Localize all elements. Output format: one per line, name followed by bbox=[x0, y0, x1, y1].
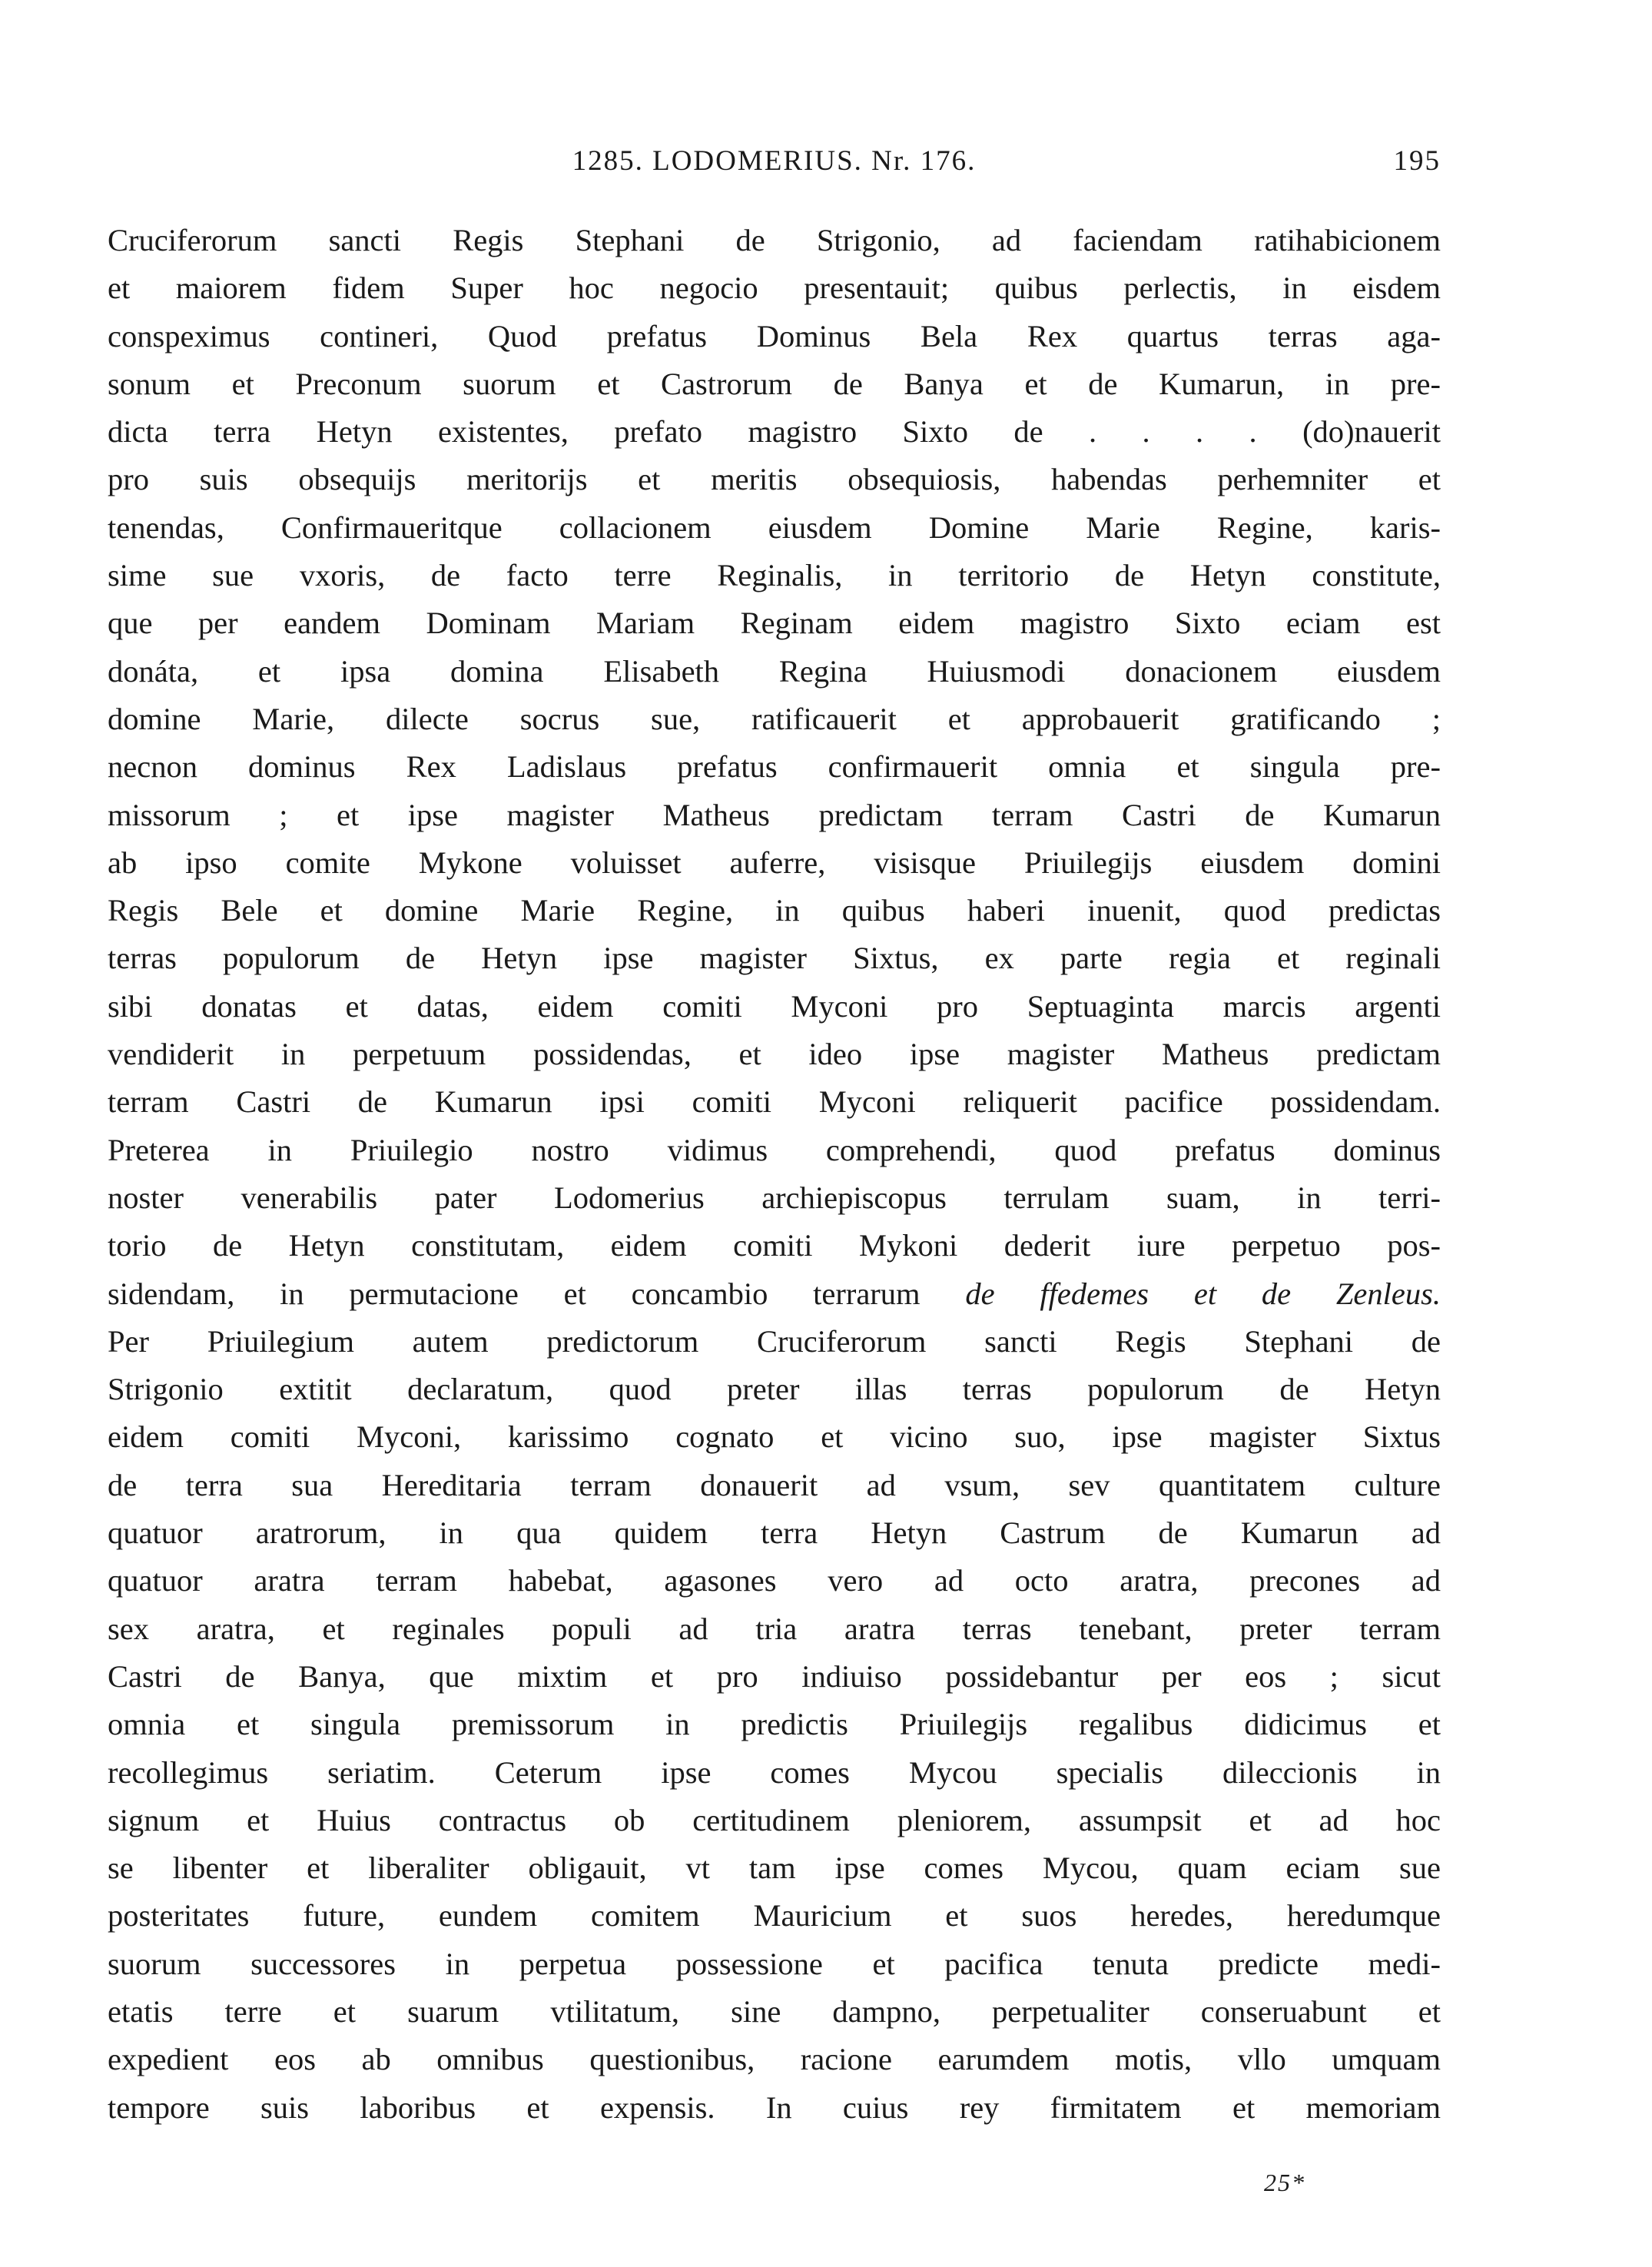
text-line: sonum et Preconum suorum et Castrorum de Banya et de Kumarun, in pre- bbox=[108, 366, 1441, 401]
text-line: Preterea in Priuilegio nostro vidimus comprehendi, quod prefatus dominus bbox=[108, 1132, 1441, 1167]
text-line-with-italic bbox=[108, 1270, 1441, 1318]
text-line: sex aratra, et reginales populi ad tria aratra terras tenebant, preter terram bbox=[108, 1611, 1441, 1646]
text-line: Regis Bele et domine Marie Regine, in quibus haberi inuenit, quod predictas bbox=[108, 893, 1441, 928]
text-line: se libenter et liberaliter obligauit, vt tam ipse comes Mycou, quam eciam sue bbox=[108, 1850, 1441, 1886]
text-line: vendiderit in perpetuum possidendas, et ideo ipse magister Matheus predictam bbox=[108, 1037, 1441, 1072]
text-line: terras populorum de Hetyn ipse magister Sixtus, ex parte regia et reginali bbox=[108, 941, 1441, 976]
text-line: missorum ; et ipse magister Matheus predictam terram Castri de Kumarun bbox=[108, 797, 1441, 832]
text-line: Cruciferorum sancti Regis Stephani de Strigonio, ad faciendam ratihabicionem bbox=[108, 223, 1441, 257]
text-line: quatuor aratrorum, in qua quidem terra Hetyn Castrum de Kumarun ad bbox=[108, 1515, 1441, 1551]
text-line: ab ipso comite Mykone voluisset auferre, visisque Priuilegijs eiusdem domini bbox=[108, 845, 1441, 880]
text-line: tenendas, Confirmaueritque collacionem eiusdem Domine Marie Regine, karis- bbox=[108, 509, 1441, 545]
text-line: torio de Hetyn constitutam, eidem comiti Mykoni dederit iure perpetuo pos- bbox=[108, 1228, 1441, 1263]
signature-mark: 25* bbox=[1264, 2169, 1305, 2196]
text-line: Castri de Banya, que mixtim et pro indiuiso possidebantur per eos ; sicut bbox=[108, 1658, 1441, 1694]
text-line: eidem comiti Myconi, karissimo cognato et vicino suo, ipse magister Sixtus bbox=[108, 1419, 1441, 1455]
text-line: noster venerabilis pater Lodomerius archiepiscopus terrulam suam, in terri- bbox=[108, 1180, 1441, 1215]
text-line: pro suis obsequijs meritorijs et meritis obsequiosis, habendas perhemniter et bbox=[108, 462, 1441, 497]
text-line: et maiorem fidem Super hoc negocio presentauit; quibus perlectis, in eisdem bbox=[108, 271, 1441, 306]
text-line: expedient eos ab omnibus questionibus, racione earumdem motis, vllo umquam bbox=[108, 2042, 1441, 2077]
text-line: dicta terra Hetyn existentes, prefato magistro Sixto de . . . . (do)nauerit bbox=[108, 414, 1441, 450]
text-line: omnia et singula premissorum in predictis Priuilegijs regalibus didicimus et bbox=[108, 1707, 1441, 1742]
text-line: donáta, et ipsa domina Elisabeth Regina Huiusmodi donacionem eiusdem bbox=[108, 653, 1441, 689]
text-line: quatuor aratra terram habebat, agasones vero ad octo aratra, precones ad bbox=[108, 1563, 1441, 1598]
italic-place-names: de ffedemes et de Zenleus. bbox=[965, 1276, 1441, 1311]
text-line: conspeximus contineri, Quod prefatus Dominus Bela Rex quartus terras aga- bbox=[108, 318, 1441, 353]
text-line: signum et Huius contractus ob certitudinem pleniorem, assumpsit et ad hoc bbox=[108, 1802, 1441, 1837]
text-line: Per Priuilegium autem predictorum Cruciferorum sancti Regis Stephani de bbox=[108, 1323, 1441, 1359]
running-title: 1285. LODOMERIUS. Nr. 176. bbox=[572, 145, 977, 177]
text-line: Strigonio extitit declaratum, quod preter illas terras populorum de Hetyn bbox=[108, 1372, 1441, 1407]
page-number: 195 bbox=[1393, 145, 1441, 177]
line-text: sidendam, in permutacione et concambio terrarum bbox=[108, 1276, 921, 1311]
text-line: sime sue vxoris, de facto terre Reginalis, in territorio de Hetyn constitute, bbox=[108, 558, 1441, 593]
text-line: posteritates future, eundem comitem Mauricium et suos heredes, heredumque bbox=[108, 1898, 1441, 1933]
text-line: sibi donatas et datas, eidem comiti Myconi pro Septuaginta marcis argenti bbox=[108, 988, 1441, 1024]
text-line: terram Castri de Kumarun ipsi comiti Myconi reliquerit pacifice possidendam. bbox=[108, 1084, 1441, 1120]
running-head bbox=[108, 144, 1441, 191]
text-line: etatis terre et suarum vtilitatum, sine dampno, perpetualiter conseruabunt et bbox=[108, 1993, 1441, 2029]
text-line: necnon dominus Rex Ladislaus prefatus confirmauerit omnia et singula pre- bbox=[108, 749, 1441, 785]
body-text bbox=[108, 217, 1441, 2132]
text-line: recollegimus seriatim. Ceterum ipse comes Mycou specialis dileccionis in bbox=[108, 1754, 1441, 1790]
text-line: domine Marie, dilecte socrus sue, ratificauerit et approbauerit gratificando ; bbox=[108, 701, 1441, 736]
text-line: de terra sua Hereditaria terram donauerit ad vsum, sev quantitatem culture bbox=[108, 1467, 1441, 1502]
text-line: que per eandem Dominam Mariam Reginam eidem magistro Sixto eciam est bbox=[108, 606, 1441, 641]
text-line: suorum successores in perpetua possessione et pacifica tenuta predicte medi- bbox=[108, 1946, 1441, 1981]
text-line: tempore suis laboribus et expensis. In cuius rey firmitatem et memoriam bbox=[108, 2089, 1441, 2125]
